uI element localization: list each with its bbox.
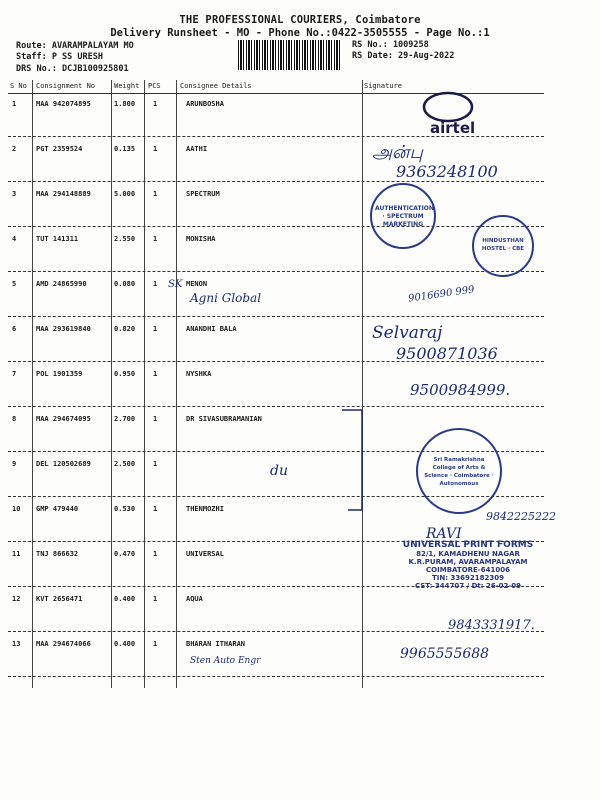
hostel-stamp-text: HINDUSTHAN HOSTEL · CBE bbox=[481, 238, 525, 252]
row-consignment-no: MAA 942074895 bbox=[36, 100, 91, 108]
phone-row6: 9500871036 bbox=[396, 344, 498, 363]
row-sno: 11 bbox=[12, 550, 21, 558]
note-row5-sk: SK bbox=[168, 279, 183, 290]
row-pcs: 1 bbox=[153, 325, 158, 333]
row-pcs: 1 bbox=[153, 595, 158, 603]
universal-stamp-line: TIN: 33692182309 bbox=[431, 574, 505, 582]
row-sno: 4 bbox=[12, 235, 17, 243]
row-separator bbox=[8, 271, 544, 272]
phone-row12: 9843331917. bbox=[448, 618, 535, 633]
col-signature: Signature bbox=[364, 82, 402, 90]
row-consignee: ARUNBOSHA bbox=[186, 100, 224, 108]
row-pcs: 1 bbox=[153, 550, 158, 558]
universal-stamp-line: CST: 344707 / Dt: 26-02-09 bbox=[414, 582, 522, 590]
rs-number: RS No.: 1009258 bbox=[352, 40, 429, 50]
row-pcs: 1 bbox=[153, 190, 158, 198]
row-pcs: 1 bbox=[153, 235, 158, 243]
col-sno: S No bbox=[10, 82, 27, 90]
row-sno: 5 bbox=[12, 280, 17, 288]
row-weight: 2.500 bbox=[114, 460, 136, 468]
rs-date: RS Date: 29-Aug-2022 bbox=[352, 51, 455, 61]
airtel-stamp bbox=[410, 85, 486, 145]
document-subtitle: Delivery Runsheet - MO - Phone No.:0422-3505555 - Page No.:1 bbox=[110, 27, 490, 39]
row-sno: 7 bbox=[12, 370, 17, 378]
row-consignee: NYSHKA bbox=[186, 370, 212, 378]
row-pcs: 1 bbox=[153, 370, 158, 378]
divider bbox=[176, 80, 177, 688]
signature-row9: du bbox=[270, 463, 288, 479]
row-sno: 2 bbox=[12, 145, 17, 153]
row-weight: 1.800 bbox=[114, 100, 136, 108]
row-sno: 8 bbox=[12, 415, 17, 423]
row-consignment-no: DEL 120502689 bbox=[36, 460, 91, 468]
row-consignment-no: KVT 2656471 bbox=[36, 595, 83, 603]
row-weight: 5.000 bbox=[114, 190, 136, 198]
row-separator bbox=[8, 406, 544, 407]
row-weight: 0.950 bbox=[114, 370, 136, 378]
col-consignee: Consignee Details bbox=[180, 82, 252, 90]
row-consignment-no: MAA 294674066 bbox=[36, 640, 91, 648]
airtel-text: airtel bbox=[430, 119, 476, 137]
row-separator bbox=[8, 676, 544, 677]
row-separator bbox=[8, 316, 544, 317]
row-pcs: 1 bbox=[153, 460, 158, 468]
row-consignment-no: GMP 479440 bbox=[36, 505, 79, 513]
note-row5: Agni Global bbox=[190, 291, 262, 305]
row-pcs: 1 bbox=[153, 640, 158, 648]
row-consignment-no: AMD 24865990 bbox=[36, 280, 87, 288]
divider bbox=[32, 80, 33, 688]
row-sno: 6 bbox=[12, 325, 17, 333]
row-sno: 13 bbox=[12, 640, 21, 648]
row-consignee: BHARAN ITHARAN bbox=[186, 640, 246, 648]
row-sno: 3 bbox=[12, 190, 17, 198]
row-consignee: THENMOZHI bbox=[186, 505, 224, 513]
row-consignee: ANANDHI BALA bbox=[186, 325, 237, 333]
route-label: Route: AVARAMPALAYAM MO bbox=[16, 41, 134, 51]
airtel-logo bbox=[410, 85, 486, 145]
universal-stamp-line: 82/1, KAMADHENU NAGAR bbox=[416, 550, 520, 558]
row-weight: 0.820 bbox=[114, 325, 136, 333]
row-sno: 1 bbox=[12, 100, 17, 108]
row-consignee: MENON bbox=[186, 280, 208, 288]
row-sno: 9 bbox=[12, 460, 17, 468]
divider bbox=[111, 80, 112, 688]
col-pcs: PCS bbox=[148, 82, 161, 90]
row-weight: 2.700 bbox=[114, 415, 136, 423]
divider bbox=[362, 80, 363, 688]
row-consignment-no: TNJ 866632 bbox=[36, 550, 79, 558]
barcode bbox=[238, 40, 342, 70]
row-consignee: UNIVERSAL bbox=[186, 550, 224, 558]
universal-stamp-line: K.R.PURAM, AVARAMPALAYAM bbox=[408, 558, 528, 566]
row-weight: 0.080 bbox=[114, 280, 136, 288]
row-consignment-no: MAA 294148889 bbox=[36, 190, 91, 198]
row-sno: 12 bbox=[12, 595, 21, 603]
phone-row10: 9842225222 bbox=[486, 510, 556, 523]
universal-stamp bbox=[378, 540, 558, 590]
row-consignee: SPECTRUM bbox=[186, 190, 220, 198]
row-weight: 0.530 bbox=[114, 505, 136, 513]
row-consignment-no: PGT 2359524 bbox=[36, 145, 83, 153]
row-consignment-no: POL 1901359 bbox=[36, 370, 83, 378]
row-consignee: AQUA bbox=[186, 595, 203, 603]
col-consignment: Consignment No bbox=[36, 82, 96, 90]
hostel-stamp bbox=[472, 215, 534, 277]
row-pcs: 1 bbox=[153, 280, 158, 288]
signature-row2: அன்பு bbox=[372, 142, 423, 163]
row-weight: 0.135 bbox=[114, 145, 136, 153]
phone-row13: 9965555688 bbox=[400, 646, 490, 662]
universal-stamp-line: COIMBATORE-641006 bbox=[426, 566, 510, 574]
row-consignment-no: MAA 294674095 bbox=[36, 415, 91, 423]
name-row10: RAVI bbox=[426, 526, 462, 542]
staff-label: Staff: P SS URESH bbox=[16, 52, 103, 62]
row-separator bbox=[8, 181, 544, 182]
row-pcs: 1 bbox=[153, 145, 158, 153]
spectrum-stamp bbox=[370, 183, 436, 249]
row-consignee: MONISHA bbox=[186, 235, 216, 243]
note-row13: Sten Auto Engr bbox=[190, 656, 261, 666]
row-weight: 0.400 bbox=[114, 595, 136, 603]
college-stamp-text: Sri Ramakrishna College of Arts & Science · Coimbatore · Autonomous bbox=[424, 457, 494, 487]
document-title: THE PROFESSIONAL COURIERS, Coimbatore bbox=[179, 14, 421, 26]
row-sno: 10 bbox=[12, 505, 21, 513]
row-consignee: AATHI bbox=[186, 145, 208, 153]
row-consignment-no: MAA 293619840 bbox=[36, 325, 91, 333]
col-weight: Weight bbox=[114, 82, 140, 90]
bracket-mark bbox=[340, 405, 370, 515]
row-consignee: DR SIVASUBRAMANIAN bbox=[186, 415, 262, 423]
universal-stamp-line: UNIVERSAL PRINT FORMS bbox=[402, 540, 534, 550]
phone-row2: 9363248100 bbox=[396, 162, 498, 181]
row-weight: 2.550 bbox=[114, 235, 136, 243]
row-weight: 0.470 bbox=[114, 550, 136, 558]
row-separator bbox=[8, 226, 544, 227]
divider bbox=[144, 80, 145, 688]
spectrum-stamp-text: AUTHENTICATION · SPECTRUM MARKETING bbox=[375, 205, 434, 228]
college-stamp bbox=[416, 428, 502, 514]
phone-row7: 9500984999. bbox=[410, 381, 511, 399]
phone-row5: 9016690 999 bbox=[407, 284, 476, 305]
name-row6: Selvaraj bbox=[372, 323, 443, 343]
row-pcs: 1 bbox=[153, 415, 158, 423]
drs-number: DRS No.: DCJB100925801 bbox=[16, 64, 129, 74]
row-pcs: 1 bbox=[153, 100, 158, 108]
row-consignment-no: TUT 141311 bbox=[36, 235, 79, 243]
row-weight: 0.400 bbox=[114, 640, 136, 648]
row-pcs: 1 bbox=[153, 505, 158, 513]
